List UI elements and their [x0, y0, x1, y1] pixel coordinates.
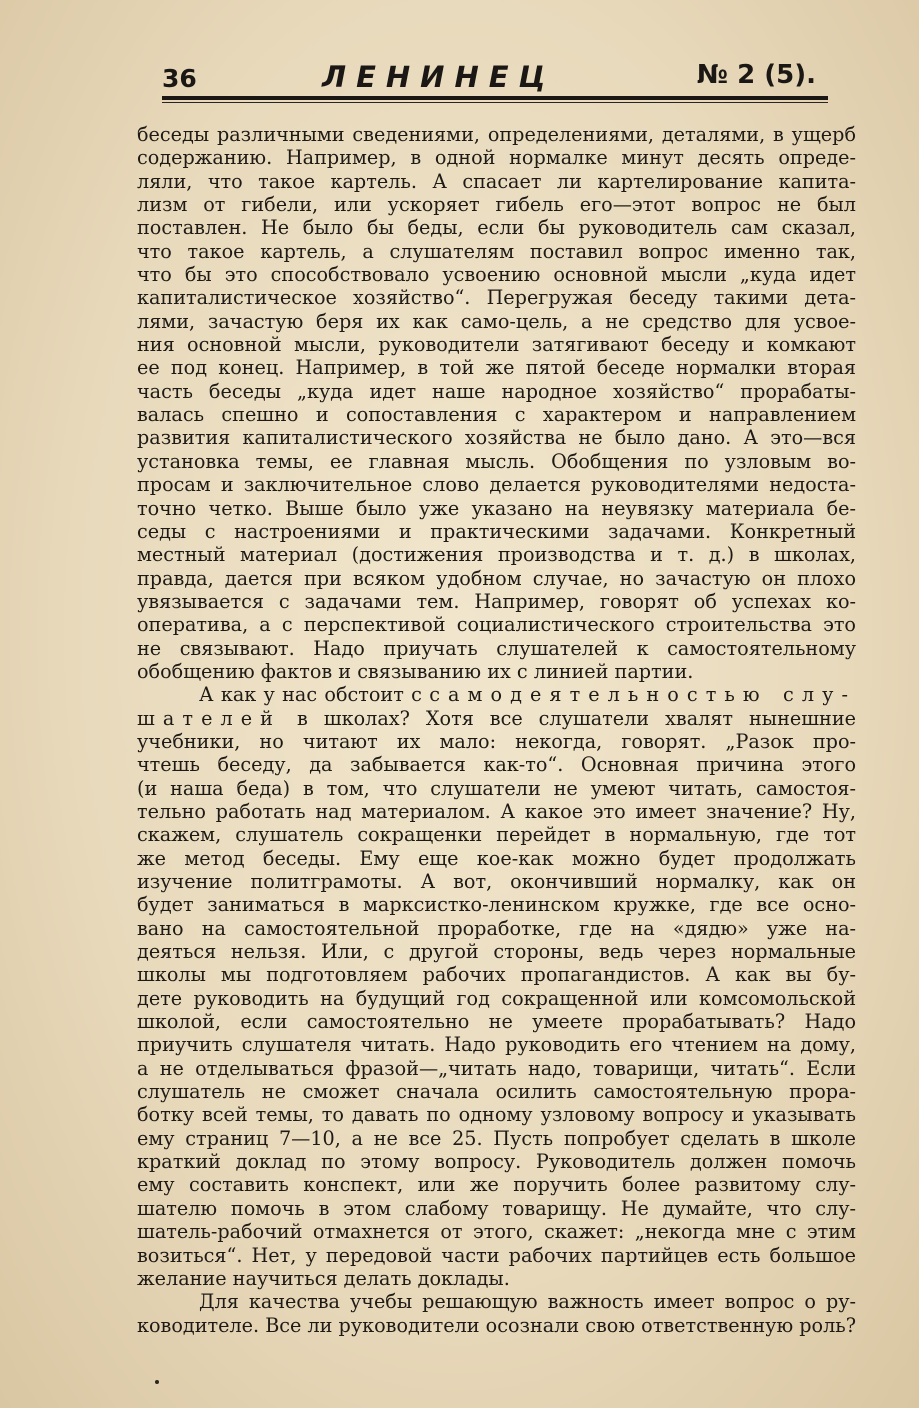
text-line: школы мы подготовляем рабочих пропагандистов. А как вы бу- — [137, 963, 856, 987]
text-line: ему составить конспект, или же поручить более развитому слу- — [137, 1173, 856, 1197]
text-line: содержанию. Например, в одной нормалке минут десять опреде- — [137, 146, 856, 170]
text-line: приучить слушателя читать. Надо руководить его чтением на дому, — [137, 1033, 856, 1057]
text-line: просам и заключительное слово делается руководителями недоста- — [137, 473, 856, 497]
header-rule-thin — [162, 102, 828, 103]
text-line: шателю помочь в этом слабому товарищу. Не думайте, что слу- — [137, 1196, 856, 1220]
text-line: развития капиталистического хозяйства не было дано. А это—вся — [137, 426, 856, 450]
text-line: слушатель не сможет сначала осилить самостоятельную прора- — [137, 1080, 856, 1104]
text-line: обобщению фактов и связыванию их с линией партии. — [137, 659, 694, 683]
text-line: же метод беседы. Ему еще кое-как можно будет продолжать — [137, 846, 856, 870]
text-line: что такое картель, а слушателям поставил вопрос именно так, — [137, 239, 856, 263]
text-line: увязывается с задачами тем. Например, говорят об успехах ко- — [137, 589, 856, 613]
text-line: шателей в школах? Хотя все слушатели хвалят нынешние — [137, 706, 856, 730]
article-text — [137, 123, 856, 1337]
text-line: ководителе. Все ли руководители осознали свою ответственную роль? — [137, 1313, 856, 1337]
text-line: ее под конец. Например, в той же пятой беседе нормалки вторая — [137, 356, 856, 380]
text-line: а не отделываться фразой—„читать надо, товарищи, читать“. Если — [137, 1056, 856, 1080]
text-line: капиталистическое хозяйство“. Перегружая беседу такими дета- — [137, 286, 856, 310]
text-line: ботку всей темы, то давать по одному узловому вопросу и указывать — [137, 1103, 856, 1127]
text-line: оператива, а с перспективой социалистического строительства это — [137, 613, 856, 637]
text-line: установка темы, ее главная мысль. Обобщения по узловым во- — [137, 449, 856, 473]
text-line: правда, дается при всяком удобном случае, но зачастую он плохо — [137, 566, 856, 590]
paragraph — [137, 123, 856, 683]
text-line: учебники, но читают их мало: некогда, говорят. „Разок про- — [137, 729, 856, 753]
text-line: ему страниц 7—10, а не все 25. Пусть попробует сделать в школе — [137, 1126, 856, 1150]
text-line: чтешь беседу, да забывается как-то“. Основная причина этого — [137, 753, 856, 777]
text-line: скажем, слушатель сокращенки перейдет в нормальную, где тот — [137, 823, 856, 847]
text-line: А как у нас обстоит с самодеятельностью слу- — [199, 683, 856, 707]
text-line: будет заниматься в марксистко-ленинском кружке, где все осно- — [137, 893, 856, 917]
text-line: беседы различными сведениями, определениями, деталями, в ущерб — [137, 123, 856, 146]
paragraph — [137, 1290, 856, 1337]
text-line: седы с настроениями и практическими задачами. Конкретный — [137, 519, 856, 543]
text-line: что бы это способствовало усвоению основной мысли „куда идет — [137, 263, 856, 287]
print-speck — [155, 1380, 159, 1384]
header-rule-thick — [162, 96, 828, 100]
text-line: не связывают. Надо приучать слушателей к самостоятельному — [137, 636, 856, 660]
text-line: желание научиться делать доклады. — [137, 1266, 510, 1290]
text-line: изучение политграмоты. А вот, окончивший нормалку, как он — [137, 870, 856, 893]
text-line: вано на самостоятельной проработке, где на «дядю» уже на- — [137, 916, 856, 940]
text-line: дете руководить на будущий год сокращенной или комсомольской — [137, 986, 856, 1010]
text-line: точно четко. Выше было уже указано на неувязку материала бе- — [137, 496, 856, 520]
text-line: валась спешно и сопоставления с характером и направлением — [137, 403, 856, 427]
text-line: Для качества учебы решающую важность имеет вопрос о ру- — [199, 1290, 856, 1314]
text-line: лизм от гибели, или ускоряет гибель его—этот вопрос не был — [137, 193, 856, 217]
text-line: краткий доклад по этому вопросу. Руководитель должен помочь — [137, 1150, 856, 1174]
text-line: местный материал (достижения производства и т. д.) в школах, — [137, 543, 856, 567]
text-line: шатель-рабочий отмахнется от этого, скажет: „некогда мне с этим — [137, 1220, 856, 1244]
text-line: деяться нельзя. Или, с другой стороны, ведь через нормальные — [137, 940, 856, 964]
text-line: ния основной мысли, руководители затягивают беседу и комкают — [137, 333, 856, 357]
text-line: возиться“. Нет, у передовой части рабочих партийцев есть большое — [137, 1243, 856, 1267]
page-number: 36 — [162, 64, 197, 93]
issue-number: № 2 (5). — [696, 60, 816, 90]
text-line: тельно работать над материалом. А какое это имеет значение? Ну, — [137, 799, 856, 823]
text-line: часть беседы „куда идет наше народное хозяйство“ прорабаты- — [137, 379, 856, 403]
text-line: лями, зачастую беря их как само-цель, а не средство для усвое- — [137, 309, 856, 333]
text-line: школой, если самостоятельно не умеете прорабатывать? Надо — [137, 1010, 856, 1034]
paragraph — [137, 683, 856, 1290]
text-line: (и наша беда) в том, что слушатели не умеют читать, самостоя- — [137, 776, 856, 800]
journal-title: ЛЕНИНЕЦ — [322, 60, 556, 94]
text-line: ляли, что такое картель. А спасает ли картелирование капита- — [137, 169, 856, 193]
page-header — [162, 58, 830, 98]
text-line: поставлен. Не было бы беды, если бы руководитель сам сказал, — [137, 216, 856, 240]
